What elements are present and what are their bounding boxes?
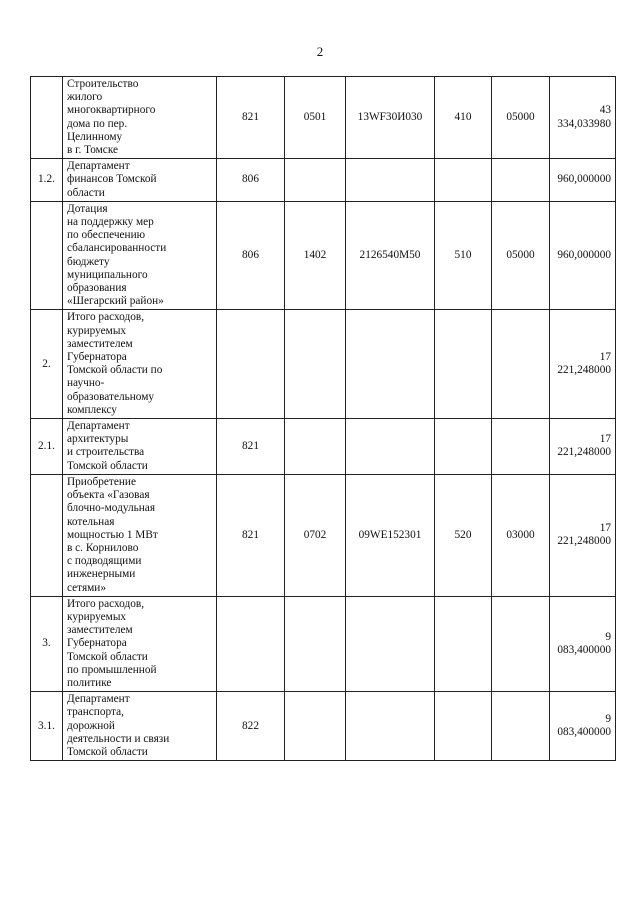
expense-type-cell bbox=[435, 692, 492, 761]
expense-name-cell: Дотация на поддержку мер по обеспечению сбалансированности бюджету муниципального образования «Шегарский район» bbox=[63, 201, 217, 310]
target-article-cell bbox=[346, 310, 435, 419]
section-code-cell bbox=[285, 310, 346, 419]
section-code-cell bbox=[285, 159, 346, 202]
expense-name-cell: Приобретение объекта «Газовая блочно-модульная котельная мощностью 1 МВт в с. Корнилово с подводящими инженерными сетями» bbox=[63, 474, 217, 596]
ministry-code-cell: 822 bbox=[217, 692, 285, 761]
section-code-cell bbox=[285, 596, 346, 691]
expense-type-cell bbox=[435, 310, 492, 419]
expense-type-cell bbox=[435, 419, 492, 475]
expense-name-cell: Строительство жилого многоквартирного дома по пер. Целинному в г. Томске bbox=[63, 77, 217, 159]
expense-type-cell bbox=[435, 159, 492, 202]
section-code-cell: 1402 bbox=[285, 201, 346, 310]
table-row bbox=[31, 201, 616, 310]
table-row bbox=[31, 77, 616, 159]
budget-table bbox=[30, 76, 616, 761]
expense-type-cell bbox=[435, 596, 492, 691]
table-row bbox=[31, 596, 616, 691]
purpose-code-cell bbox=[492, 692, 550, 761]
expense-type-cell: 520 bbox=[435, 474, 492, 596]
target-article-cell bbox=[346, 596, 435, 691]
ministry-code-cell: 821 bbox=[217, 419, 285, 475]
ministry-code-cell: 806 bbox=[217, 159, 285, 202]
row-number-cell: 3.1. bbox=[31, 692, 63, 761]
ministry-code-cell bbox=[217, 596, 285, 691]
amount-cell: 960,000000 bbox=[550, 201, 616, 310]
ministry-code-cell: 806 bbox=[217, 201, 285, 310]
purpose-code-cell: 05000 bbox=[492, 201, 550, 310]
table-row bbox=[31, 419, 616, 475]
row-number-cell: 3. bbox=[31, 596, 63, 691]
purpose-code-cell: 05000 bbox=[492, 77, 550, 159]
amount-cell: 17 221,248000 bbox=[550, 310, 616, 419]
purpose-code-cell bbox=[492, 310, 550, 419]
purpose-code-cell bbox=[492, 419, 550, 475]
amount-cell: 9 083,400000 bbox=[550, 692, 616, 761]
purpose-code-cell bbox=[492, 596, 550, 691]
row-number-cell bbox=[31, 77, 63, 159]
section-code-cell bbox=[285, 419, 346, 475]
ministry-code-cell: 821 bbox=[217, 474, 285, 596]
target-article-cell bbox=[346, 419, 435, 475]
purpose-code-cell bbox=[492, 159, 550, 202]
row-number-cell: 2. bbox=[31, 310, 63, 419]
target-article-cell bbox=[346, 692, 435, 761]
target-article-cell: 2126540М50 bbox=[346, 201, 435, 310]
target-article-cell: 13WF30И030 bbox=[346, 77, 435, 159]
page-number: 2 bbox=[316, 44, 324, 59]
row-number-cell bbox=[31, 201, 63, 310]
section-code-cell bbox=[285, 692, 346, 761]
ministry-code-cell bbox=[217, 310, 285, 419]
amount-cell: 960,000000 bbox=[550, 159, 616, 202]
expense-name-cell: Департамент финансов Томской области bbox=[63, 159, 217, 202]
table-row bbox=[31, 474, 616, 596]
table-row bbox=[31, 310, 616, 419]
expense-name-cell: Департамент транспорта, дорожной деятельности и связи Томской области bbox=[63, 692, 217, 761]
budget-table-body bbox=[31, 77, 616, 761]
section-code-cell: 0702 bbox=[285, 474, 346, 596]
target-article-cell: 09WE152301 bbox=[346, 474, 435, 596]
table-row bbox=[31, 159, 616, 202]
section-code-cell: 0501 bbox=[285, 77, 346, 159]
amount-cell: 17 221,248000 bbox=[550, 419, 616, 475]
row-number-cell bbox=[31, 474, 63, 596]
expense-name-cell: Итого расходов, курируемых заместителем Губернатора Томской области по промышленной политике bbox=[63, 596, 217, 691]
amount-cell: 43 334,033980 bbox=[550, 77, 616, 159]
expense-name-cell: Департамент архитектуры и строительства Томской области bbox=[63, 419, 217, 475]
row-number-cell: 2.1. bbox=[31, 419, 63, 475]
expense-type-cell: 410 bbox=[435, 77, 492, 159]
purpose-code-cell: 03000 bbox=[492, 474, 550, 596]
amount-cell: 9 083,400000 bbox=[550, 596, 616, 691]
row-number-cell: 1.2. bbox=[31, 159, 63, 202]
table-row bbox=[31, 692, 616, 761]
target-article-cell bbox=[346, 159, 435, 202]
expense-name-cell: Итого расходов, курируемых заместителем Губернатора Томской области по научно- образовательному комплексу bbox=[63, 310, 217, 419]
ministry-code-cell: 821 bbox=[217, 77, 285, 159]
amount-cell: 17 221,248000 bbox=[550, 474, 616, 596]
expense-type-cell: 510 bbox=[435, 201, 492, 310]
